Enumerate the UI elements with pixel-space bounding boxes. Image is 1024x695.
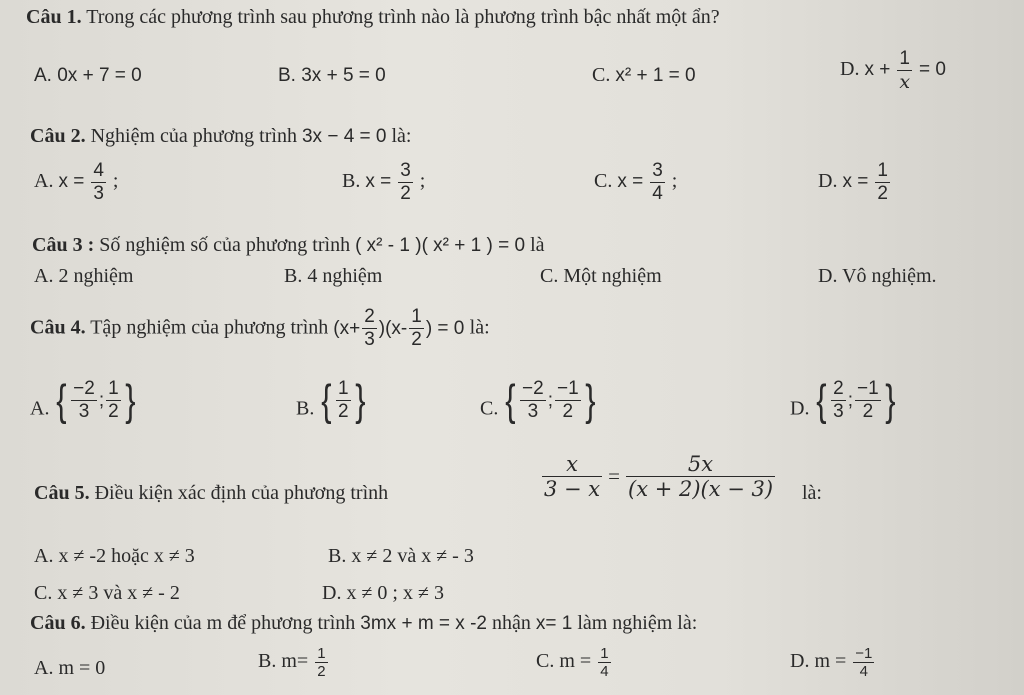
option-pre: D. m = [790, 650, 847, 673]
q4-option-a [30, 375, 137, 425]
question-4-text-end: là: [469, 316, 490, 339]
left-brace-icon: { [56, 375, 67, 425]
fraction-denominator: 2 [338, 401, 349, 422]
q5-rhs-fraction [626, 452, 775, 501]
fraction-denominator: 3 [364, 329, 375, 350]
fraction-numerator: 3 [400, 160, 411, 181]
q5-lhs-fraction [542, 452, 602, 501]
fraction-numerator: −2 [73, 378, 95, 399]
option-post: ; [671, 170, 678, 193]
fraction-numerator: 1 [317, 645, 326, 662]
right-brace-icon: } [124, 375, 136, 425]
set-fraction [831, 378, 846, 423]
option-fraction [598, 645, 610, 680]
q2-option-a [34, 160, 118, 205]
q3-option-d: D. Vô nghiệm. [818, 265, 937, 287]
fraction-denominator: 3 [833, 401, 844, 422]
fraction-denominator: 4 [652, 183, 663, 204]
right-brace-icon: } [884, 375, 896, 425]
eq-fraction-1 [362, 306, 377, 351]
option-fraction [650, 160, 665, 205]
fraction-denominator: 2 [317, 663, 326, 680]
q5-option-a: A. x ≠ -2 hoặc x ≠ 3 [34, 545, 195, 567]
option-pre: x = [58, 171, 85, 193]
option-fraction [853, 645, 874, 680]
q5-option-b: B. x ≠ 2 và x ≠ - 3 [328, 545, 474, 567]
question-6-equation: 3mx + m = x -2 [360, 613, 487, 634]
q1-option-c [592, 64, 696, 87]
fraction-numerator: 1 [877, 160, 888, 181]
q1-option-b-text: B. 3x + 5 = 0 [278, 65, 386, 86]
question-6-text-end: làm nghiệm là: [577, 612, 698, 634]
option-label: A. [34, 170, 54, 193]
fraction-denominator: x [899, 71, 911, 93]
question-5-title: Câu 5. [34, 482, 90, 504]
fraction-numerator: 1 [600, 645, 609, 662]
q6-option-d [790, 645, 876, 680]
fraction-numerator: 1 [411, 306, 422, 327]
q3-option-c: C. Một nghiệm [540, 265, 662, 287]
q1-option-d-fraction [897, 48, 912, 93]
question-4-equation [333, 306, 469, 350]
fraction-numerator: 2 [364, 306, 375, 327]
fraction-numerator: −1 [857, 378, 879, 399]
option-label: C. [480, 397, 499, 420]
eq-part: ) = 0 [425, 317, 465, 339]
fraction-denominator: 3 [71, 400, 97, 423]
q1-option-d-pre: x + [864, 59, 891, 81]
fraction-denominator: 4 [853, 662, 874, 680]
option-label: B. [296, 397, 315, 420]
question-6-text-mid: nhận [491, 612, 531, 634]
eq-part: )(x- [378, 317, 408, 339]
q1-option-a-text: A. 0x + 7 = 0 [34, 65, 142, 86]
option-label: C. [594, 170, 613, 193]
option-post: ; [112, 170, 119, 193]
set-fraction [520, 378, 546, 423]
option-fraction [398, 160, 413, 205]
question-5-text-end: là: [802, 482, 822, 504]
question-3-text: Số nghiệm số của phương trình [99, 234, 351, 256]
solution-set: { $\frac{2}{3}$ ; $\frac{-1}{2}$ } [816, 375, 896, 425]
option-post: ; [419, 170, 426, 193]
q3-option-b: B. 4 nghiệm [284, 265, 383, 287]
fraction-denominator: 2 [555, 400, 581, 423]
fraction-denominator: 2 [400, 183, 411, 204]
eq-fraction-2 [409, 306, 424, 351]
fraction-numerator: −2 [522, 378, 544, 399]
q5-option-c: C. x ≠ 3 và x ≠ - 2 [34, 582, 180, 604]
q5-option-d: D. x ≠ 0 ; x ≠ 3 [322, 582, 444, 604]
fraction-denominator: 3 [520, 400, 546, 423]
left-brace-icon: { [321, 375, 332, 425]
option-fraction [315, 645, 327, 680]
q1-option-a [34, 64, 142, 87]
option-label: D. [790, 397, 810, 420]
option-fraction [875, 160, 890, 205]
q4-option-c [480, 375, 597, 425]
q1-option-c-math: x² + 1 = 0 [615, 65, 696, 86]
fraction-denominator: 3 − x [544, 477, 601, 501]
q2-option-c [594, 160, 677, 205]
q6-option-a: A. m = 0 [34, 657, 106, 679]
fraction-denominator: 2 [877, 183, 888, 204]
fraction-numerator: 5x [687, 452, 714, 476]
solution-set: { $\frac{-2}{3}$ ; $\frac{-1}{2}$ } [505, 375, 596, 425]
fraction-numerator: 2 [833, 378, 844, 399]
q2-option-b [342, 160, 425, 205]
question-5-text: Điều kiện xác định của phương trình [94, 482, 389, 504]
equals-sign: = [608, 464, 620, 488]
solution-set [319, 375, 367, 425]
option-pre: B. m= [258, 650, 309, 673]
option-fraction [91, 160, 106, 205]
fraction-numerator: 1 [108, 378, 119, 399]
fraction-numerator: x [566, 452, 578, 476]
option-label: B. [342, 170, 361, 193]
question-2-title: Câu 2. [30, 125, 86, 147]
q1-option-d [840, 48, 946, 93]
q4-option-d [790, 375, 897, 425]
solution-set: { $\frac{-2}{3}$ ; $\frac{1}{2}$ } [56, 375, 136, 425]
question-6-text: Điều kiện của m để phương trình [90, 612, 356, 634]
left-brace-icon: { [505, 375, 516, 425]
q1-option-b [278, 64, 386, 87]
question-6-x-value: x= 1 [535, 613, 573, 634]
question-2-equation: 3x − 4 = 0 [301, 126, 387, 147]
option-pre: x = [617, 171, 644, 193]
question-4-stem [30, 306, 490, 351]
option-pre: x = [365, 171, 392, 193]
q6-option-c [536, 645, 613, 680]
fraction-numerator: 3 [652, 160, 663, 181]
option-pre: x = [842, 171, 869, 193]
q1-option-d-post: = 0 [919, 59, 946, 81]
question-3-text-end: là [530, 234, 545, 256]
q6-option-b [258, 645, 330, 680]
question-5-stem [34, 482, 388, 505]
fraction-numerator: −1 [855, 645, 873, 662]
set-fraction [71, 378, 97, 423]
set-fraction [336, 378, 351, 423]
fraction-numerator: 1 [338, 378, 349, 399]
question-1-stem [26, 6, 720, 29]
question-5-equation [540, 452, 777, 501]
question-1-text: Trong các phương trình sau phương trình nào là phương trình bậc nhất một ẩn? [86, 6, 720, 28]
fraction-numerator: 4 [93, 160, 104, 181]
fraction-denominator: 4 [600, 663, 609, 680]
question-4-text: Tập nghiệm của phương trình [90, 316, 329, 339]
question-3-equation: ( x² - 1 )( x² + 1 ) = 0 [355, 235, 526, 256]
question-4-title: Câu 4. [30, 316, 86, 339]
right-brace-icon: } [584, 375, 596, 425]
q1-option-d-label: D. [840, 58, 860, 81]
fraction-denominator: 3 [93, 183, 104, 204]
set-fraction [555, 378, 581, 423]
fraction-numerator: 1 [899, 48, 910, 69]
question-1-title: Câu 1. [26, 6, 82, 28]
fraction-denominator: 2 [108, 401, 119, 422]
q3-option-a: A. 2 nghiệm [34, 265, 134, 287]
question-2-text: Nghiệm của phương trình [90, 125, 297, 147]
question-3-title: Câu 3 : [32, 234, 95, 256]
question-2-stem [30, 125, 411, 148]
option-pre: C. m = [536, 650, 592, 673]
set-fraction [106, 378, 121, 423]
q2-option-d [818, 160, 892, 205]
question-2-text-end: là: [391, 125, 412, 147]
option-label: D. [818, 170, 838, 193]
fraction-denominator: 2 [411, 329, 422, 350]
eq-part: (x+ [333, 317, 361, 339]
question-3-stem [32, 234, 545, 257]
left-brace-icon: { [816, 375, 827, 425]
right-brace-icon: } [354, 375, 366, 425]
fraction-denominator: (x + 2)(x − 3) [628, 477, 774, 501]
question-6-stem [30, 612, 697, 635]
set-fraction [855, 378, 881, 423]
question-6-title: Câu 6. [30, 612, 86, 634]
fraction-numerator: −1 [557, 378, 579, 399]
fraction-denominator: 2 [855, 400, 881, 423]
option-label: A. [30, 397, 50, 420]
q4-option-b [296, 375, 367, 425]
q1-option-c-label: C. [592, 64, 611, 86]
